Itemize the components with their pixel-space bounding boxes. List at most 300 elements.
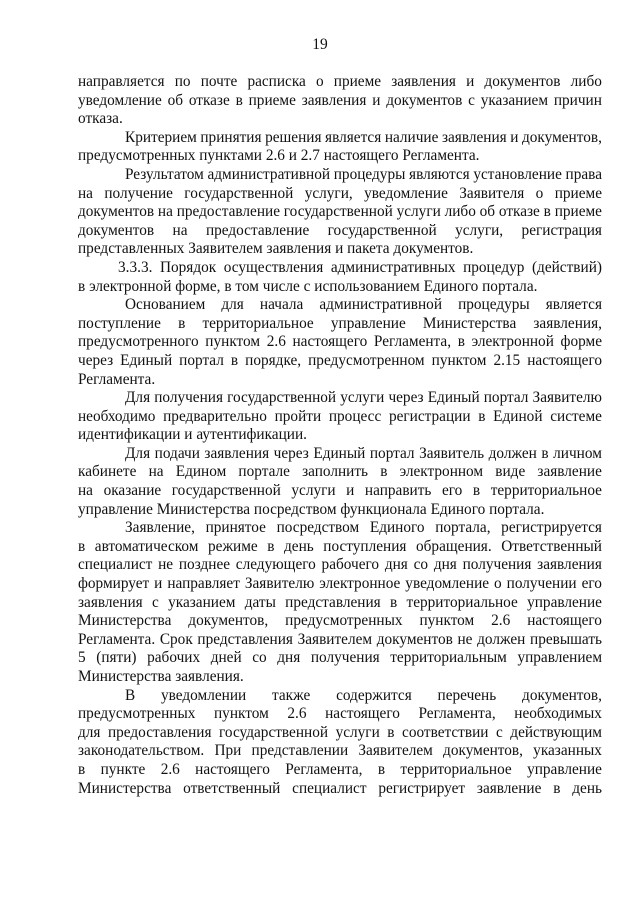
word: день bbox=[572, 779, 602, 797]
word: заполнить bbox=[302, 463, 369, 481]
word: заявление bbox=[476, 779, 542, 797]
word: Единый bbox=[313, 444, 366, 462]
word: посредством bbox=[276, 519, 360, 537]
word: Министерства bbox=[78, 612, 172, 630]
word: документов, bbox=[443, 742, 523, 760]
word: пункте bbox=[100, 760, 146, 778]
word: получении bbox=[506, 575, 577, 593]
word: территориальное bbox=[202, 314, 314, 332]
word: (действий) bbox=[531, 258, 602, 276]
text-line bbox=[78, 147, 602, 166]
word: заявление bbox=[537, 463, 602, 481]
word: территориальное bbox=[406, 593, 518, 611]
word: предварительно bbox=[163, 407, 267, 425]
word: числе bbox=[262, 277, 304, 295]
word: специалист bbox=[292, 779, 367, 797]
word: представления bbox=[285, 593, 381, 611]
word: предусмотренного bbox=[78, 333, 199, 351]
word: либо bbox=[444, 203, 476, 221]
text-line bbox=[78, 687, 602, 706]
word: документов bbox=[78, 203, 155, 221]
word: Заявителю bbox=[532, 389, 602, 407]
word: и bbox=[372, 91, 381, 109]
word: решения bbox=[265, 128, 322, 146]
word: с bbox=[152, 593, 159, 611]
word: настоящего bbox=[323, 147, 403, 165]
word: документов, bbox=[521, 128, 602, 146]
word: в bbox=[377, 760, 386, 778]
word: настоящего bbox=[195, 760, 270, 778]
word: в bbox=[457, 333, 465, 351]
word: электронное bbox=[319, 575, 401, 593]
word: представленных bbox=[78, 240, 189, 258]
word: пунктом bbox=[214, 705, 269, 723]
word: Срок bbox=[159, 630, 193, 648]
word: услуги bbox=[291, 482, 336, 500]
word: пунктом bbox=[431, 351, 487, 369]
word: расписка bbox=[247, 73, 306, 90]
word: порядке, bbox=[245, 351, 302, 369]
word: услуги bbox=[396, 203, 441, 221]
word: через bbox=[388, 389, 424, 407]
word: на bbox=[78, 184, 93, 202]
word: настоящего bbox=[527, 612, 602, 630]
text-line bbox=[78, 631, 602, 650]
word: Министерства bbox=[78, 668, 176, 685]
word: Регламента. bbox=[78, 370, 156, 388]
text-line bbox=[78, 73, 602, 92]
word: Заявителя bbox=[459, 184, 525, 202]
word: аутентификации. bbox=[196, 426, 307, 444]
word: настоящего bbox=[325, 705, 400, 723]
word: управление bbox=[527, 593, 602, 611]
word: уведомление bbox=[364, 184, 448, 202]
word: Регламента. bbox=[78, 630, 156, 648]
word: услуги, bbox=[304, 184, 353, 202]
text-line bbox=[78, 463, 602, 482]
word: Министерства bbox=[78, 779, 172, 797]
word: отказа. bbox=[78, 110, 123, 128]
word: приеме bbox=[248, 91, 296, 109]
word: со bbox=[413, 556, 429, 574]
word: получение bbox=[104, 184, 173, 202]
word: виде bbox=[495, 463, 526, 481]
word: пунктами bbox=[199, 147, 266, 165]
text-line bbox=[78, 445, 602, 464]
word: идентификации bbox=[78, 426, 185, 444]
word: Заявитель bbox=[419, 444, 485, 462]
word: указанных bbox=[533, 742, 602, 760]
text-line bbox=[78, 408, 602, 427]
text-line bbox=[78, 501, 602, 520]
text-line bbox=[78, 240, 602, 259]
word: Для bbox=[125, 389, 151, 407]
word: со bbox=[252, 649, 267, 667]
word: заявления bbox=[537, 556, 602, 574]
word: документов bbox=[484, 73, 561, 90]
word: электронной bbox=[471, 333, 554, 351]
word: о bbox=[494, 575, 502, 593]
word: функционала bbox=[340, 500, 431, 518]
word: 2.6 bbox=[266, 333, 286, 351]
word: отказе bbox=[498, 203, 540, 221]
word: день bbox=[284, 537, 314, 555]
word: также bbox=[272, 686, 311, 704]
word: регистрируется bbox=[501, 519, 602, 537]
word: являются bbox=[409, 165, 470, 183]
word: государственной bbox=[219, 723, 329, 741]
word: управление bbox=[527, 760, 602, 778]
word: является bbox=[545, 296, 602, 314]
word: по bbox=[174, 73, 191, 90]
word: для bbox=[78, 723, 101, 741]
word: документов bbox=[376, 630, 453, 648]
text-line bbox=[78, 371, 602, 390]
word: направить bbox=[364, 482, 432, 500]
word: (пяти) bbox=[96, 649, 137, 667]
word: посредством bbox=[253, 500, 341, 518]
word: специалист bbox=[78, 556, 153, 574]
word: содержится bbox=[336, 686, 412, 704]
text-line bbox=[78, 742, 602, 761]
word: заявления. bbox=[175, 668, 244, 685]
word: Заявление, bbox=[125, 519, 195, 537]
word: предусмотренных bbox=[78, 147, 200, 165]
text-line bbox=[78, 668, 602, 687]
text-line bbox=[78, 705, 602, 724]
word: Едином bbox=[175, 463, 227, 481]
word: в bbox=[235, 91, 243, 109]
word: причин bbox=[553, 91, 602, 109]
word: Единой bbox=[493, 407, 543, 425]
word: Министерства bbox=[156, 500, 254, 518]
word: процедур bbox=[463, 258, 525, 276]
word: уведомление bbox=[78, 91, 162, 109]
word: кабинете bbox=[78, 463, 137, 481]
word: государственной bbox=[283, 203, 393, 221]
word: и bbox=[288, 147, 301, 165]
word: принятое bbox=[205, 519, 266, 537]
text-line bbox=[78, 761, 602, 780]
word: формирует bbox=[78, 575, 150, 593]
word: предоставление bbox=[176, 203, 280, 221]
word: Единый bbox=[427, 389, 480, 407]
word: процедуры bbox=[458, 296, 530, 314]
text-line bbox=[78, 129, 602, 148]
word: должен bbox=[488, 444, 537, 462]
text-line bbox=[78, 110, 602, 129]
word: позднее bbox=[178, 556, 231, 574]
word: об bbox=[167, 91, 184, 109]
text-line bbox=[78, 594, 602, 613]
word: установление bbox=[473, 165, 562, 183]
text-line bbox=[78, 92, 602, 111]
word: в bbox=[380, 463, 388, 481]
text-line bbox=[78, 333, 602, 352]
word: Регламента, bbox=[373, 333, 452, 351]
word: заявления bbox=[204, 444, 270, 462]
word: настоящего bbox=[527, 351, 602, 369]
word: в bbox=[472, 482, 481, 500]
word: территориальное bbox=[400, 760, 512, 778]
word: либо bbox=[570, 73, 602, 90]
word: управлением bbox=[517, 649, 602, 667]
word: заявления bbox=[78, 593, 143, 611]
word: Единого bbox=[423, 277, 483, 295]
text-line bbox=[78, 203, 602, 222]
word: 2.6 bbox=[160, 760, 180, 778]
word: Заявителю bbox=[244, 575, 315, 593]
word: В bbox=[125, 686, 136, 704]
text-line bbox=[78, 780, 602, 799]
text-line bbox=[78, 315, 602, 334]
word: Порядок bbox=[159, 258, 217, 276]
word: портал bbox=[483, 389, 529, 407]
word: Для bbox=[125, 444, 151, 462]
word: административных bbox=[330, 258, 456, 276]
word: Основанием bbox=[125, 296, 206, 314]
word: через bbox=[273, 444, 309, 462]
word: системе bbox=[550, 407, 602, 425]
word: в bbox=[267, 537, 275, 555]
word: При bbox=[214, 742, 242, 760]
word: заявления, bbox=[533, 314, 602, 332]
text-line bbox=[78, 612, 602, 631]
word: в bbox=[224, 277, 236, 295]
word: получения bbox=[154, 389, 223, 407]
word: документов, bbox=[188, 612, 269, 630]
word: документов bbox=[78, 221, 155, 239]
word: представлении bbox=[251, 742, 349, 760]
word: электронном bbox=[399, 463, 484, 481]
word: электронной bbox=[89, 277, 176, 295]
word: Критерием bbox=[125, 128, 197, 146]
word: с bbox=[303, 277, 315, 295]
word: осуществления bbox=[223, 258, 324, 276]
text-line bbox=[78, 185, 602, 204]
word: документов. bbox=[393, 240, 474, 258]
word: Регламента, bbox=[418, 705, 496, 723]
word: регистрирует bbox=[378, 779, 466, 797]
word: Регламента. bbox=[402, 147, 480, 165]
word: рабочего bbox=[321, 556, 380, 574]
word: указанием bbox=[480, 91, 549, 109]
word: в bbox=[553, 779, 561, 797]
word: действующим bbox=[510, 723, 602, 741]
word: 2.6 bbox=[265, 147, 289, 165]
word: в bbox=[230, 351, 239, 369]
word: в bbox=[78, 537, 86, 555]
word: права bbox=[565, 165, 602, 183]
word: является bbox=[325, 128, 382, 146]
word: в bbox=[178, 314, 186, 332]
word: его bbox=[581, 575, 602, 593]
word: уведомление bbox=[405, 575, 490, 593]
word: портала. bbox=[482, 277, 538, 295]
word: портал bbox=[369, 444, 415, 462]
word: Заявителем bbox=[358, 742, 433, 760]
word: дня bbox=[384, 556, 408, 574]
word: получения bbox=[462, 556, 532, 574]
word: том bbox=[235, 277, 263, 295]
text-line bbox=[78, 278, 602, 297]
word: портал bbox=[179, 351, 224, 369]
text-line bbox=[78, 426, 602, 445]
text-line bbox=[78, 649, 602, 668]
word: документов, bbox=[522, 686, 602, 704]
word: с bbox=[468, 91, 475, 109]
word: превышать bbox=[530, 630, 602, 648]
word: 2.7 bbox=[300, 147, 324, 165]
word: Результатом bbox=[125, 165, 204, 183]
word: Заявителем bbox=[297, 630, 373, 648]
word: о bbox=[535, 184, 544, 202]
word: следующего bbox=[235, 556, 316, 574]
word: портале bbox=[238, 463, 290, 481]
word: Единый bbox=[120, 351, 173, 369]
word: на bbox=[157, 203, 173, 221]
text-line bbox=[78, 166, 602, 185]
word: регистрации bbox=[388, 407, 471, 425]
word: режиме bbox=[208, 537, 258, 555]
word: дней bbox=[210, 649, 242, 667]
word: почте bbox=[200, 73, 238, 90]
word: в bbox=[389, 593, 398, 611]
word: приеме bbox=[333, 73, 382, 90]
word: услуги, bbox=[455, 221, 504, 239]
word: рабочих bbox=[147, 649, 201, 667]
word: Единого bbox=[369, 519, 425, 537]
text-line bbox=[78, 538, 602, 557]
word: в bbox=[387, 723, 395, 741]
word: принятия bbox=[200, 128, 262, 146]
word: документов bbox=[386, 91, 463, 109]
word: представления bbox=[197, 630, 293, 648]
word: и bbox=[510, 128, 519, 146]
word: территориальным bbox=[390, 649, 507, 667]
word: заявления bbox=[391, 73, 456, 90]
word: предоставление bbox=[205, 221, 310, 239]
word: в bbox=[78, 760, 86, 778]
word: в bbox=[78, 277, 90, 295]
word: заявления bbox=[266, 240, 336, 258]
word: заявления bbox=[441, 128, 507, 146]
word: обращения. bbox=[416, 537, 492, 555]
word: об bbox=[479, 203, 496, 221]
text-line bbox=[78, 352, 602, 371]
word: направляет bbox=[167, 575, 240, 593]
word: и bbox=[154, 575, 163, 593]
word: пунктом bbox=[419, 612, 475, 630]
word: услуги bbox=[335, 723, 380, 741]
word: перечень bbox=[437, 686, 497, 704]
word: личном bbox=[553, 444, 602, 462]
word: предусмотренных bbox=[285, 612, 403, 630]
word: административной bbox=[207, 165, 331, 183]
word: процедуры bbox=[333, 165, 406, 183]
word: в bbox=[478, 407, 486, 425]
word: начала bbox=[259, 296, 304, 314]
word: 2.6 bbox=[491, 612, 511, 630]
word: поступления bbox=[323, 537, 407, 555]
word: Ответственный bbox=[501, 537, 602, 555]
text-line bbox=[78, 389, 602, 408]
page-number: 19 bbox=[312, 36, 328, 53]
word: 5 bbox=[78, 649, 86, 667]
word: в bbox=[543, 203, 551, 221]
word: дня bbox=[277, 649, 301, 667]
word: Министерства bbox=[422, 314, 517, 332]
word: управление bbox=[330, 314, 406, 332]
text-line bbox=[78, 575, 602, 594]
text-line bbox=[78, 296, 602, 315]
text-line bbox=[78, 556, 602, 575]
document-body bbox=[78, 73, 602, 798]
word: направляется bbox=[78, 73, 165, 90]
word: через bbox=[78, 351, 114, 369]
word: пройти bbox=[274, 407, 322, 425]
word: пакета bbox=[347, 240, 394, 258]
word: получения bbox=[310, 649, 380, 667]
word: не bbox=[457, 630, 473, 648]
word: на bbox=[172, 221, 188, 239]
word: 2.15 bbox=[493, 351, 521, 369]
text-line bbox=[78, 222, 602, 241]
word: дня bbox=[433, 556, 457, 574]
word: законодательством. bbox=[78, 742, 205, 760]
word: его bbox=[441, 482, 463, 500]
word: и bbox=[335, 240, 348, 258]
word: необходимо bbox=[78, 407, 156, 425]
word: предусмотренных bbox=[78, 705, 196, 723]
word: поступление bbox=[78, 314, 161, 332]
word: на bbox=[148, 463, 164, 481]
word: услуги bbox=[340, 389, 385, 407]
text-line bbox=[78, 259, 602, 278]
word: процесс bbox=[328, 407, 382, 425]
word: для bbox=[221, 296, 244, 314]
word: и bbox=[346, 482, 355, 500]
word: форме bbox=[560, 333, 602, 351]
word: соответствии bbox=[402, 723, 489, 741]
text-line bbox=[78, 519, 602, 538]
word: о bbox=[315, 73, 324, 90]
word: отказе bbox=[188, 91, 230, 109]
word: уведомлении bbox=[161, 686, 247, 704]
word: заявления bbox=[301, 91, 367, 109]
word: настоящего bbox=[292, 333, 368, 351]
word: не bbox=[158, 556, 174, 574]
word: ответственный bbox=[183, 779, 281, 797]
word: 2.6 bbox=[287, 705, 307, 723]
word: оказание bbox=[103, 482, 162, 500]
word: подачи bbox=[154, 444, 200, 462]
word: государственной bbox=[327, 221, 437, 239]
word: на bbox=[78, 482, 93, 500]
word: Заявителем bbox=[188, 240, 267, 258]
text-line bbox=[78, 724, 602, 743]
word: портала, bbox=[435, 519, 491, 537]
word: форме, bbox=[175, 277, 225, 295]
word: использованием bbox=[314, 277, 424, 295]
word: наличие bbox=[384, 128, 439, 146]
word: управление bbox=[78, 500, 157, 518]
word: государственной bbox=[227, 389, 337, 407]
word: пунктом bbox=[205, 333, 261, 351]
word: государственной bbox=[184, 184, 294, 202]
word: Единого bbox=[430, 500, 490, 518]
word: необходимых bbox=[514, 705, 602, 723]
